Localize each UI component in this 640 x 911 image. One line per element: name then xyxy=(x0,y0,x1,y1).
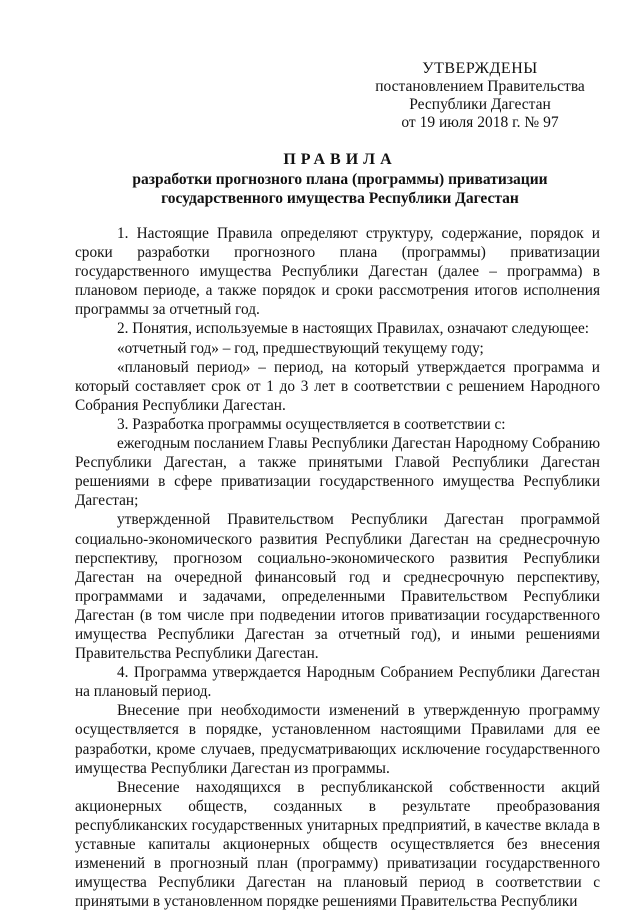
paragraph-2: 2. Понятия, используемые в настоящих Правилах, означают следующее: xyxy=(117,320,590,338)
approval-heading: УТВЕРЖДЕНЫ xyxy=(422,60,538,77)
approval-line-3: от 19 июля 2018 г. № 97 xyxy=(401,114,559,131)
paragraph-7: утвержденной Правительством Республики Дагестан программой социально-экономического развития Республики Дагестан на среднесрочную перспективу, прогнозом социально-экономического развития Республики Дагестан на очередной финансовый год и среднесрочную перспективу, программами и задачами, определенными Правительством Республики Дагестан (в том числе при подведении итогов приватизации государственного имущества Республики Дагестан за отчетный год), и иными решениями Правительства Республики Дагестан. xyxy=(75,511,600,663)
paragraph-6: ежегодным посланием Главы Республики Дагестан Народному Собранию Республики Дагестан, а также принятыми Главой Республики Дагестан решениями в сфере приватизации государственного имущества Республики Дагестан; xyxy=(75,435,600,510)
paragraph-9: Внесение при необходимости изменений в утвержденную программу осуществляется в порядке, установленном настоящими Правилами для ее разработки, кроме случаев, предусматривающих исключение государственного имущества Республики Дагестан из программы. xyxy=(75,702,600,777)
document-body xyxy=(75,224,600,911)
paragraph-1: 1. Настоящие Правила определяют структуру, содержание, порядок и сроки разработки прогнозного плана (программы) приватизации государственного имущества Республики Дагестан (далее – программа) в плановом периоде, а также порядок и сроки рассмотрения итогов исполнения программы за отчетный год. xyxy=(75,225,600,319)
paragraph-4: «плановый период» – период, на который утверждается программа и который составляет срок от 1 до 3 лет в соответствии с решением Народного Собрания Республики Дагестан. xyxy=(75,358,600,414)
document-title xyxy=(80,150,600,208)
title-line-1: разработки прогнозного плана (программы) приватизации xyxy=(132,171,548,188)
paragraph-3: «отчетный год» – год, предшествующий текущему году; xyxy=(117,339,484,357)
approval-line-1: постановлением Правительства xyxy=(375,78,585,95)
paragraph-8: 4. Программа утверждается Народным Собранием Республики Дагестан на плановый период. xyxy=(75,664,600,701)
title-line-2: государственного имущества Республики Дагестан xyxy=(161,190,519,207)
approval-block xyxy=(360,60,600,132)
paragraph-10: Внесение находящихся в республиканской собственности акций акционерных обществ, созданных в результате преобразования республиканских государственных унитарных предприятий, в качестве вклада в уставные капиталы акционерных обществ осуществляется без внесения изменений в прогнозный план (программу) приватизации государственного имущества Республики Дагестан на плановый период в соответствии с принятыми в установленном порядке решениями Правительства Республики xyxy=(75,778,600,911)
approval-line-2: Республики Дагестан xyxy=(409,96,551,113)
title-main: ПРАВИЛА xyxy=(283,151,397,168)
paragraph-5: 3. Разработка программы осуществляется в соответствии с: xyxy=(117,415,506,433)
